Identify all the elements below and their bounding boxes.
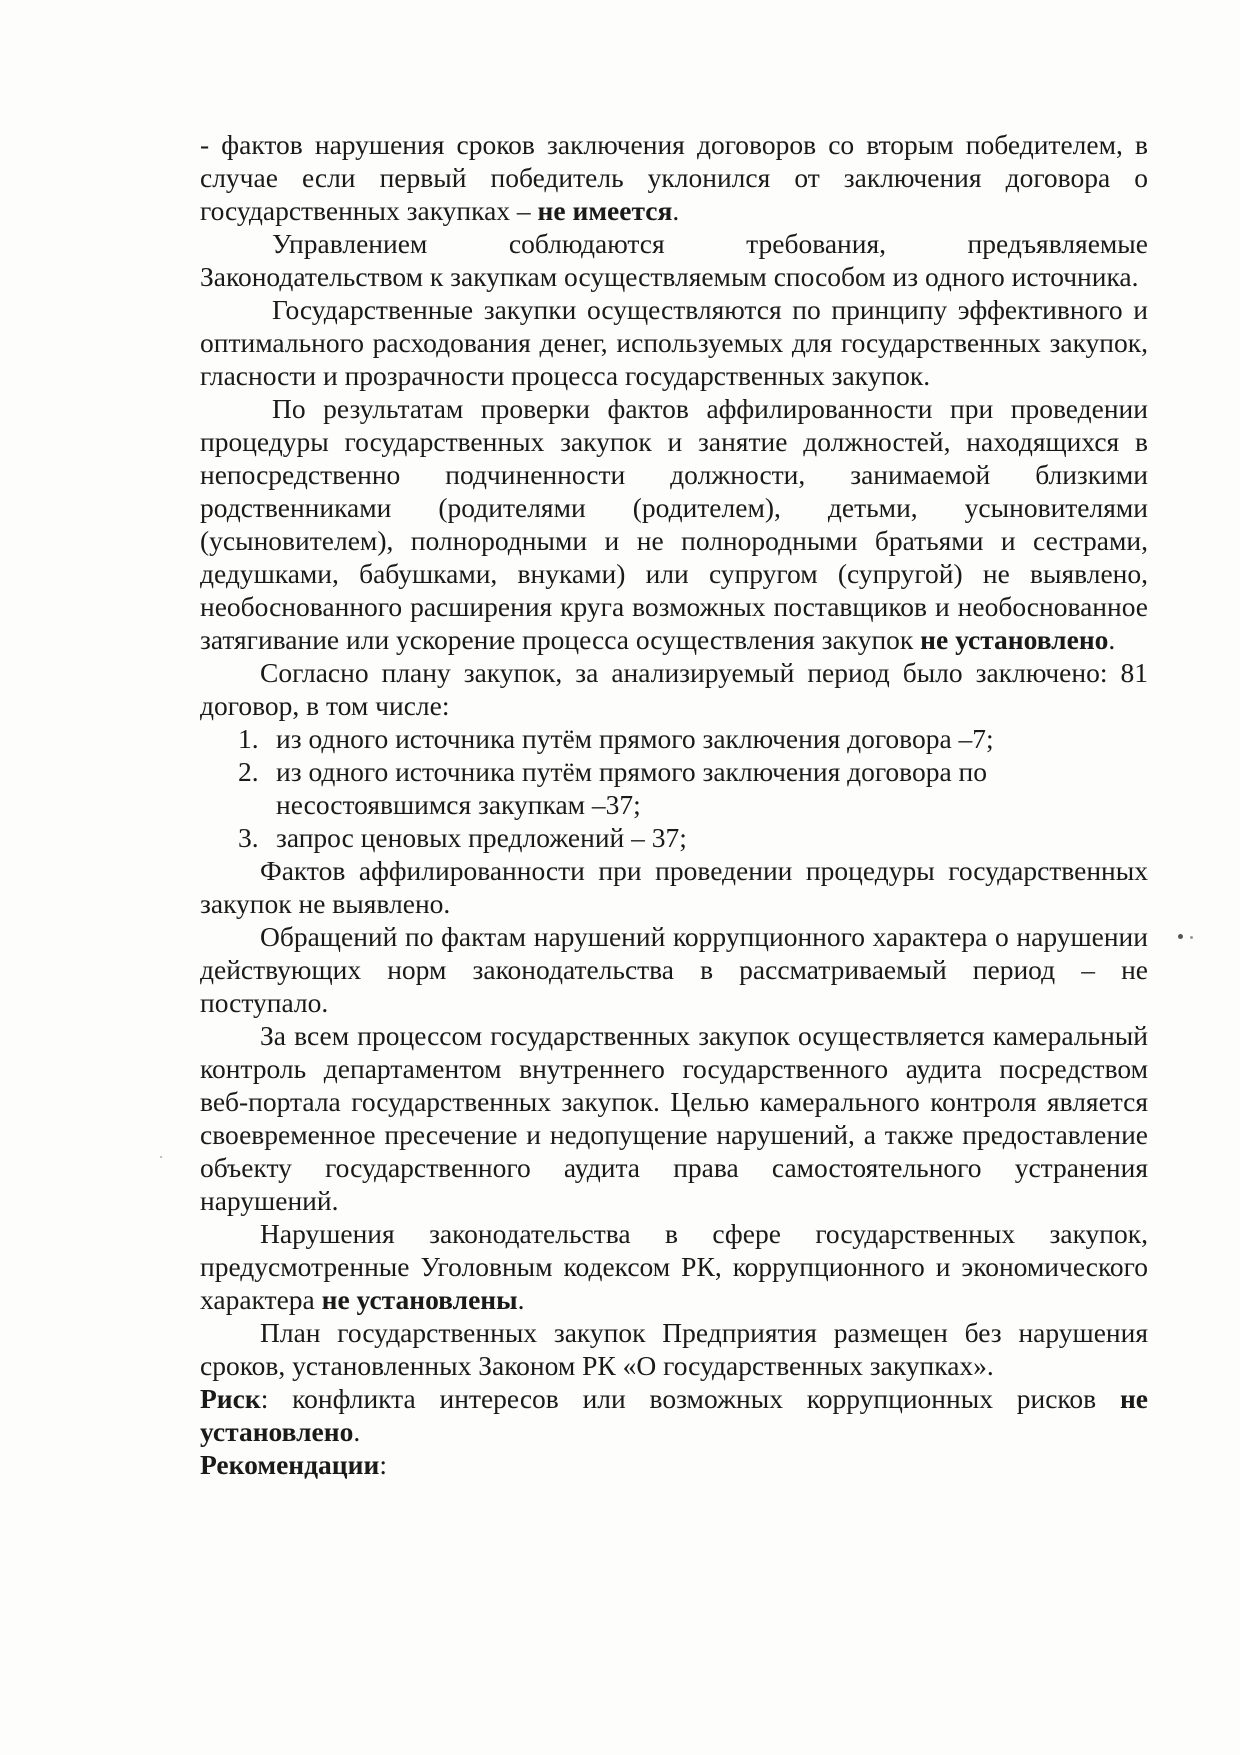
paragraph-contracts-summary: Согласно плану закупок, за анализируемый период было заключено: 81 договор, в том числе: <box>200 657 1148 721</box>
contracts-list <box>200 722 1148 854</box>
recommendations-label: Рекомендации <box>200 1449 380 1480</box>
risk-label: Риск <box>200 1383 261 1414</box>
bold-not-established-plural: не установлены <box>321 1284 518 1315</box>
paragraph-risk: Риск: конфликта интересов или возможных коррупционных рисков не установлено. <box>200 1383 1148 1447</box>
paragraph-late-contracts: - фактов нарушения сроков заключения договоров со вторым победителем, в случае если первый победитель уклонился от заключения договора о государственных закупках – не имеется. <box>200 129 1148 226</box>
scan-speck <box>1190 936 1193 939</box>
paragraph-no-complaints: Обращений по фактам нарушений коррупционного характера о нарушении действующих норм законодательства в рассматриваемый период – не поступало. <box>200 921 1148 1018</box>
bold-not-established: не установлено <box>920 624 1109 655</box>
bold-not-present: не имеется <box>537 195 673 226</box>
paragraph-affiliation-check: По результатам проверки фактов аффилированности при проведении процедуры государственных закупок и занятие должностей, находящихся в непосредственно подчиненности должности, занимаемой близкими родственниками (родителями (родителем), детьми, усыновителями (усыновителем), полнородными и не полнородными братьями и сестрами, дедушками, бабушками, внуками) или супругом (супругой) не выявлено, необоснованного расширения круга возможных поставщиков и необоснованное затягивание или ускорение процесса осуществления закупок не установлено. <box>200 393 1148 655</box>
list-item: 2. из одного источника путём прямого заключения договора по несостоявшимся закупкам –37; <box>238 756 988 820</box>
paragraph-recommendations: Рекомендации: <box>200 1449 387 1480</box>
bold-risk-not-established: не установлено <box>200 1383 1148 1447</box>
paragraph-no-affiliation: Фактов аффилированности при проведении процедуры государственных закупок не выявлено. <box>200 855 1148 919</box>
document-body <box>200 128 1148 1481</box>
list-item: 3. запрос ценовых предложений – 37; <box>238 822 687 853</box>
paragraph-violations: Нарушения законодательства в сфере государственных закупок, предусмотренные Уголовным кодексом РК, коррупционного и экономического характера не установлены. <box>200 1218 1148 1315</box>
paragraph-requirements: Управлением соблюдаются требования, предъявляемые Законодательством к закупкам осуществляемым способом из одного источника. <box>200 228 1148 292</box>
scan-speck <box>1178 934 1183 939</box>
paragraph-procurement-plan: План государственных закупок Предприятия размещен без нарушения сроков, установленных Законом РК «О государственных закупках». <box>200 1317 1148 1381</box>
scan-speck <box>160 1156 162 1158</box>
paragraph-procurement-principles: Государственные закупки осуществляются по принципу эффективного и оптимального расходования денег, используемых для государственных закупок, гласности и прозрачности процесса государственных закупок. <box>200 294 1148 391</box>
list-item: 1. из одного источника путём прямого заключения договора –7; <box>238 723 994 754</box>
paragraph-cameral-control: За всем процессом государственных закупок осуществляется камеральный контроль департаментом внутреннего государственного аудита посредством веб-портала государственных закупок. Целью камерального контроля является своевременное пресечение и недопущение нарушений, а также предоставление объекту государственного аудита права самостоятельного устранения нарушений. <box>200 1020 1148 1216</box>
